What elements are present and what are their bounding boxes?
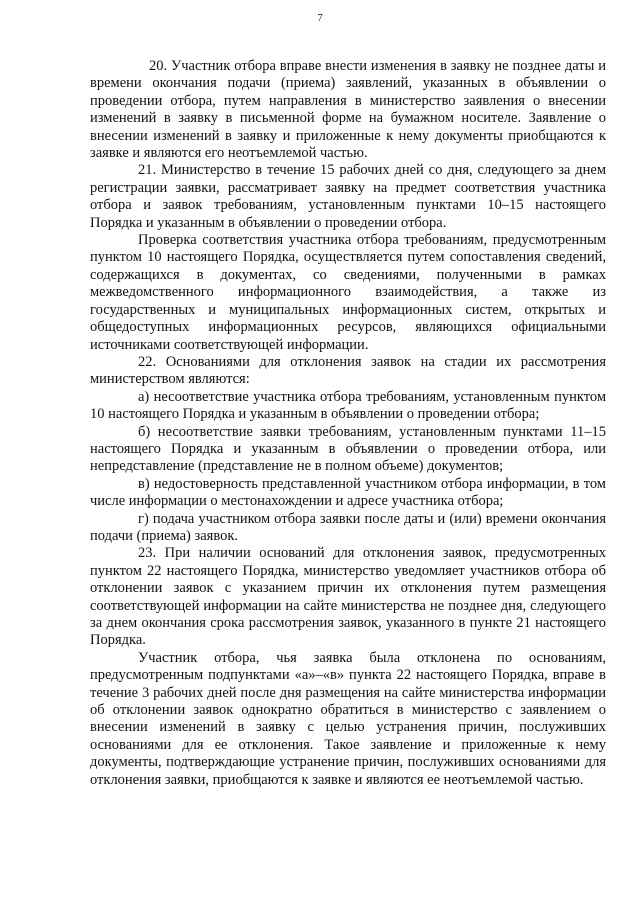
paragraph-22-a: а) несоответствие участника отбора требованиям, установленным пунктом 10 настоящего Порядка и указанным в объявлении о проведении отбора; (90, 388, 606, 423)
paragraph-22-v: в) недостоверность представленной участником отбора информации, в том числе информации о местонахождении и адресе участника отбора; (90, 475, 606, 510)
page-number: 7 (317, 12, 323, 24)
paragraph-verification: Проверка соответствия участника отбора требованиям, предусмотренным пунктом 10 настоящего Порядка, осуществляется путем сопоставления сведений, содержащихся в документах, со сведениями, полученными в рамках межведомственного информационного взаимодействия, а также из государственных и муниципальных информационных систем, открытых и общедоступных информационных ресурсов, являющихся официальными источниками соответствующей информации. (90, 232, 606, 353)
paragraph-22-g: г) подача участником отбора заявки после даты и (или) времени окончания подачи (приема) заявок. (90, 510, 606, 544)
paragraph-21: 21. Министерство в течение 15 рабочих дней со дня, следующего за днем регистрации заявки, рассматривает заявку на предмет соответствия участника отбора и заявок требованиям, установленным пунктами 10–15 настоящего Порядка и указанным в объявлении о проведении отбора. (90, 162, 606, 231)
paragraph-20: 20. Участник отбора вправе внести изменения в заявку не позднее даты и времени окончания подачи (приема) заявлений, указанных в объявлении о проведении отбора, путем направления в министерство заявления о внесении изменений в заявку в письменной форме на бумажном носителе. Заявление о внесении изменений в заявку и приложенные к нему документы приобщаются к заявке и являются его неотъемлемой частью. (90, 58, 606, 162)
document-body (90, 58, 606, 789)
paragraph-resubmission: Участник отбора, чья заявка была отклонена по основаниям, предусмотренным подпунктами «а»–«в» пункта 22 настоящего Порядка, вправе в течение 3 рабочих дней после дня размещения на сайте министерства информации об отклонении заявок однократно обратиться в министерство с заявлением о внесении изменений в заявку с целью устранения причин, послуживших основаниями для ее отклонения. Такое заявление и приложенные к нему документы, подтверждающие устранение причин, послуживших основаниями для отклонения заявки, приобщаются к заявке и являются ее неотъемлемой частью. (90, 649, 606, 788)
paragraph-22: 22. Основаниями для отклонения заявок на стадии их рассмотрения министерством являются: (90, 353, 606, 388)
paragraph-23: 23. При наличии оснований для отклонения заявок, предусмотренных пунктом 22 настоящего Порядка, министерство уведомляет участников отбора об отклонении заявок с указанием причин их отклонения путем размещения соответствующей информации на сайте министерства не позднее дня, следующего за днем окончания срока рассмотрения заявок, указанного в пункте 21 настоящего Порядка. (90, 545, 606, 649)
paragraph-22-b: б) несоответствие заявки требованиям, установленным пунктами 11–15 настоящего Порядка и указанным в объявлении о проведении отбора, или непредставление (представление не в полном объеме) документов; (90, 423, 606, 475)
